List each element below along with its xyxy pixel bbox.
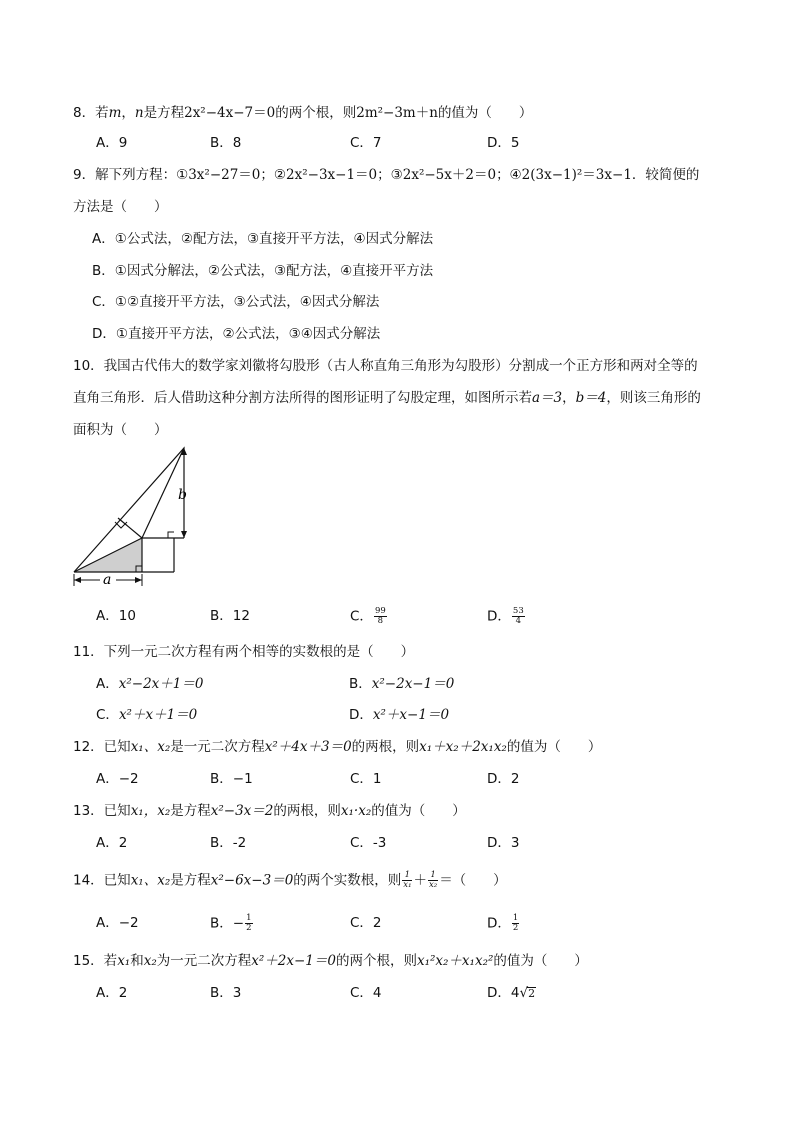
q8-stem: 8．若m，n是方程2x²−4x−7＝0的两个根，则2m²−3m＋n的值为（ ） xyxy=(73,105,533,121)
b-arrow-head-bottom xyxy=(181,531,187,538)
q13-option-d[interactable]: D．3 xyxy=(487,835,520,851)
q15-sqrt-radicand: 2 xyxy=(528,987,536,1000)
q9-stem-line2: 方法是（ ） xyxy=(73,199,168,215)
q8-option-a[interactable]: A．9 xyxy=(96,135,128,151)
q10-stem-line1: 10．我国古代伟大的数学家刘徽将勾股形（古人称直角三角形为勾股形）分割成一个正方形和两对全等的 xyxy=(73,358,698,374)
q14-fraction-2: $\frac{1}{\text{x₂}}$ xyxy=(428,870,438,890)
q11-option-c[interactable]: C．x²＋x＋1＝0 xyxy=(96,707,198,723)
q9-option-a[interactable]: A．①公式法，②配方法，③直接开平方法，④因式分解法 xyxy=(92,231,434,247)
q12-option-b[interactable]: B．−1 xyxy=(210,771,253,787)
q8-number: 8． xyxy=(73,105,96,121)
q15-option-a[interactable]: A．2 xyxy=(96,985,128,1001)
q15-option-b[interactable]: B．3 xyxy=(210,985,242,1001)
q13-option-b[interactable]: B．-2 xyxy=(210,835,247,851)
q12-stem: 12．已知x₁、x₂是一元二次方程x²＋4x＋3＝0的两根，则x₁＋x₂＋2x₁x₂的值为（ ） xyxy=(73,739,602,755)
q10-fraction-c: $\frac{99}{8}$ xyxy=(374,606,386,626)
q14-option-c[interactable]: C．2 xyxy=(350,915,382,931)
q9-stem-line1: 9．解下列方程：①3x²−27＝0；②2x²−3x−1＝0；③2x²−5x＋2＝0；④2(3x−1)²＝3x−1．较简便的 xyxy=(73,167,700,183)
b-label: b xyxy=(178,487,187,503)
q8-option-d[interactable]: D．5 xyxy=(487,135,520,151)
q15-option-d[interactable]: D．4√2 xyxy=(487,985,536,1001)
q13-stem: 13．已知x₁，x₂是方程x²−3x＝2的两根，则x₁·x₂的值为（ ） xyxy=(73,803,466,819)
q10-fraction-d: $\frac{53}{4}$ xyxy=(512,606,524,626)
right-angle-mark-2 xyxy=(168,532,174,538)
q12-option-d[interactable]: D．2 xyxy=(487,771,520,787)
q14-fraction-minus-half: $\frac{1}{2}$ xyxy=(246,913,252,933)
q14-option-b[interactable]: B．− $\frac{1}{2}$ xyxy=(210,913,252,933)
q9-option-b[interactable]: B．①因式分解法，②公式法，③配方法，④直接开平方法 xyxy=(92,263,434,279)
q10-option-d[interactable]: D． $\frac{53}{4}$ xyxy=(487,606,524,626)
q8-option-c[interactable]: C．7 xyxy=(350,135,382,151)
q14-fraction-half: $\frac{1}{2}$ xyxy=(512,913,519,933)
q15-stem: 15．若x₁和x₂为一元二次方程x²＋2x−1＝0的两个根，则x₁²x₂＋x₁x₂²的值为（ ） xyxy=(73,953,588,969)
q14-fraction-1: $\frac{1}{\text{x₁}}$ xyxy=(403,870,412,890)
q11-option-d[interactable]: D．x²＋x−1＝0 xyxy=(349,707,450,723)
q12-option-c[interactable]: C．1 xyxy=(350,771,382,787)
q10-stem-line2: 直角三角形．后人借助这种分割方法所得的图形证明了勾股定理，如图所示若a＝3，b＝4，则该三角形的 xyxy=(73,390,701,406)
q13-option-a[interactable]: A．2 xyxy=(96,835,128,851)
q10-figure xyxy=(66,442,196,592)
q14-option-d[interactable]: D． $\frac{1}{2}$ xyxy=(487,913,519,933)
q10-option-b[interactable]: B．12 xyxy=(210,608,250,624)
q13-option-c[interactable]: C．-3 xyxy=(350,835,387,851)
q11-stem: 11．下列一元二次方程有两个相等的实数根的是（ ） xyxy=(73,644,415,660)
q11-option-a[interactable]: A．x²−2x＋1＝0 xyxy=(96,676,204,692)
q15-option-c[interactable]: C．4 xyxy=(350,985,382,1001)
a-arrow-head-left xyxy=(74,577,81,583)
q12-option-a[interactable]: A．−2 xyxy=(96,771,139,787)
q11-option-b[interactable]: B．x²−2x−1＝0 xyxy=(349,676,455,692)
q8-equation: 2x²−4x−7＝0 xyxy=(184,105,276,121)
a-arrow-head-right xyxy=(135,577,142,583)
q8-option-b[interactable]: B．8 xyxy=(210,135,242,151)
q9-option-c[interactable]: C．①②直接开平方法，③公式法，④因式分解法 xyxy=(92,294,380,310)
q8-expression: 2m²−3m＋n xyxy=(356,105,438,121)
q14-option-a[interactable]: A．−2 xyxy=(96,915,139,931)
a-label: a xyxy=(103,572,112,588)
q10-option-c[interactable]: C． $\frac{99}{8}$ xyxy=(350,606,386,626)
q9-option-d[interactable]: D．①直接开平方法，②公式法，③④因式分解法 xyxy=(92,326,381,342)
q10-option-a[interactable]: A．10 xyxy=(96,608,136,624)
q10-stem-line3: 面积为（ ） xyxy=(73,422,168,438)
q14-stem: 14．已知x₁、x₂是方程x²−6x−3＝0的两个实数根，则 $\frac{1}{\text{x₁}}$ ＋ $\frac{1}{\text{x₂}}$ ＝（ ） xyxy=(73,870,507,890)
